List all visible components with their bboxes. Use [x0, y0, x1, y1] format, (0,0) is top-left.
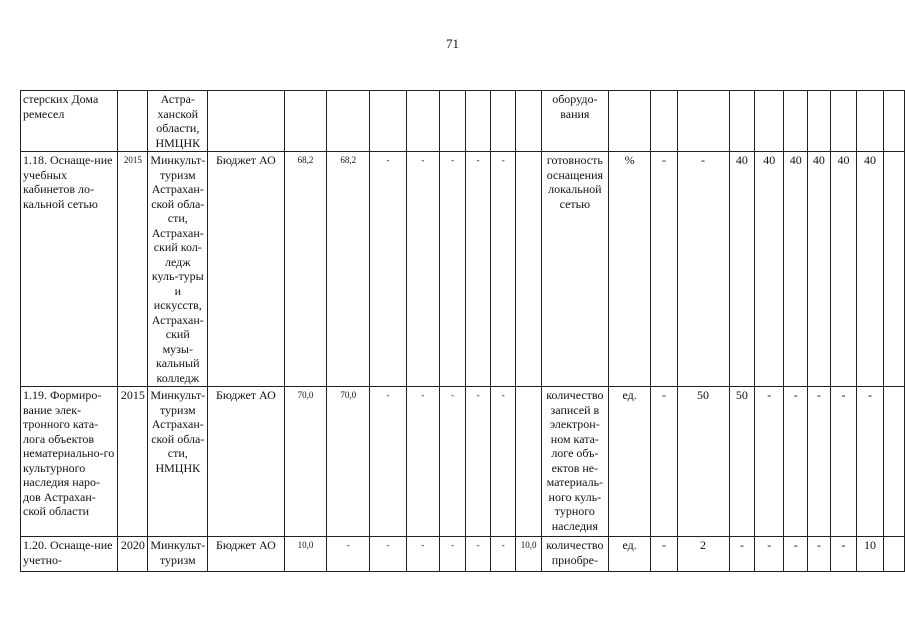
value-cell: - — [651, 387, 677, 537]
value-cell: - — [830, 387, 856, 537]
value-cell: 40 — [755, 152, 784, 387]
value-cell: - — [784, 537, 808, 572]
activity-name: 1.19. Формиро-вание элек-тронного ката-лога объектов нематериально-го культурного наследия наро-дов Астрахан-ской области — [21, 387, 118, 537]
activity-executor: Минкульт-туризм — [148, 537, 208, 572]
value-cell: - — [729, 537, 755, 572]
funding-source: Бюджет АО — [208, 537, 284, 572]
value-cell — [857, 91, 883, 152]
sum-cell: - — [370, 152, 406, 387]
sum-cell — [516, 91, 542, 152]
funding-source: Бюджет АО — [208, 387, 284, 537]
sum-total: 10,0 — [284, 537, 327, 572]
sum-cell: 68,2 — [327, 152, 370, 387]
sum-cell — [370, 91, 406, 152]
value-cell: 40 — [830, 152, 856, 387]
indicator-unit — [608, 91, 651, 152]
value-cell: - — [755, 387, 784, 537]
activity-name: стерских Дома ремесел — [21, 91, 118, 152]
value-cell: 40 — [857, 152, 883, 387]
table-row — [21, 91, 905, 152]
value-cell: - — [857, 387, 883, 537]
value-cell — [808, 91, 831, 152]
sum-cell: - — [406, 387, 440, 537]
sum-total: 70,0 — [284, 387, 327, 537]
sum-cell — [516, 387, 542, 537]
sum-cell: 70,0 — [327, 387, 370, 537]
value-cell: - — [651, 152, 677, 387]
value-cell: 40 — [808, 152, 831, 387]
activity-executor: Минкульт-туризм Астрахан-ской обла-сти, НМЦНК — [148, 387, 208, 537]
sum-cell: - — [440, 387, 466, 537]
activity-year: 2020 — [118, 537, 148, 572]
sum-cell — [440, 91, 466, 152]
indicator-name: количество приобре- — [541, 537, 608, 572]
sum-cell: - — [466, 152, 491, 387]
activity-executor: Астра-ханской области, НМЦНК — [148, 91, 208, 152]
sum-total — [284, 91, 327, 152]
value-cell — [729, 91, 755, 152]
value-cell: - — [755, 537, 784, 572]
sum-cell: - — [406, 152, 440, 387]
value-cell: 50 — [729, 387, 755, 537]
sum-cell: - — [491, 537, 516, 572]
value-cell — [883, 91, 904, 152]
sum-cell: - — [370, 537, 406, 572]
indicator-name: оборудо-вания — [541, 91, 608, 152]
funding-source: Бюджет АО — [208, 152, 284, 387]
indicator-unit: ед. — [608, 537, 651, 572]
indicator-name: готовность оснащения локальной сетью — [541, 152, 608, 387]
value-cell: - — [651, 537, 677, 572]
sum-cell: - — [491, 152, 516, 387]
value-cell — [784, 91, 808, 152]
value-cell: - — [808, 387, 831, 537]
sum-cell: - — [491, 387, 516, 537]
value-cell — [651, 91, 677, 152]
sum-cell: - — [327, 537, 370, 572]
page-number: 71 — [446, 36, 459, 51]
value-cell — [830, 91, 856, 152]
sum-cell — [516, 152, 542, 387]
sum-cell: - — [370, 387, 406, 537]
sum-cell: - — [466, 387, 491, 537]
indicator-name: количество записей в электрон-ном ката-логе объ-ектов не-материаль-ного куль-турного наследия — [541, 387, 608, 537]
value-cell: 50 — [677, 387, 729, 537]
sum-cell: 10,0 — [516, 537, 542, 572]
sum-cell — [491, 91, 516, 152]
program-table — [20, 90, 905, 572]
sum-cell — [327, 91, 370, 152]
value-cell: - — [677, 152, 729, 387]
sum-cell: - — [440, 537, 466, 572]
activity-year: 2015 — [118, 387, 148, 537]
funding-source — [208, 91, 284, 152]
table-row — [21, 387, 905, 537]
value-cell: 2 — [677, 537, 729, 572]
activity-year — [118, 91, 148, 152]
sum-cell — [466, 91, 491, 152]
value-cell — [883, 152, 904, 387]
activity-year: 2015 — [118, 152, 148, 387]
value-cell — [883, 537, 904, 572]
value-cell — [755, 91, 784, 152]
activity-name: 1.18. Оснаще-ние учебных кабинетов ло-кальной сетью — [21, 152, 118, 387]
value-cell — [883, 387, 904, 537]
indicator-unit: % — [608, 152, 651, 387]
sum-cell: - — [440, 152, 466, 387]
table-row — [21, 537, 905, 572]
value-cell: 10 — [857, 537, 883, 572]
sum-cell: - — [406, 537, 440, 572]
value-cell: 40 — [729, 152, 755, 387]
value-cell: 40 — [784, 152, 808, 387]
indicator-unit: ед. — [608, 387, 651, 537]
value-cell: - — [830, 537, 856, 572]
sum-cell — [406, 91, 440, 152]
value-cell — [677, 91, 729, 152]
value-cell: - — [784, 387, 808, 537]
sum-cell: - — [466, 537, 491, 572]
value-cell: - — [808, 537, 831, 572]
activity-name: 1.20. Оснаще-ние учетно- — [21, 537, 118, 572]
sum-total: 68,2 — [284, 152, 327, 387]
table-row — [21, 152, 905, 387]
activity-executor: Минкульт-туризм Астрахан-ской обла-сти, Астрахан-ский кол-ледж куль-туры и искусств, Астрахан-ский музы-кальный колледж — [148, 152, 208, 387]
